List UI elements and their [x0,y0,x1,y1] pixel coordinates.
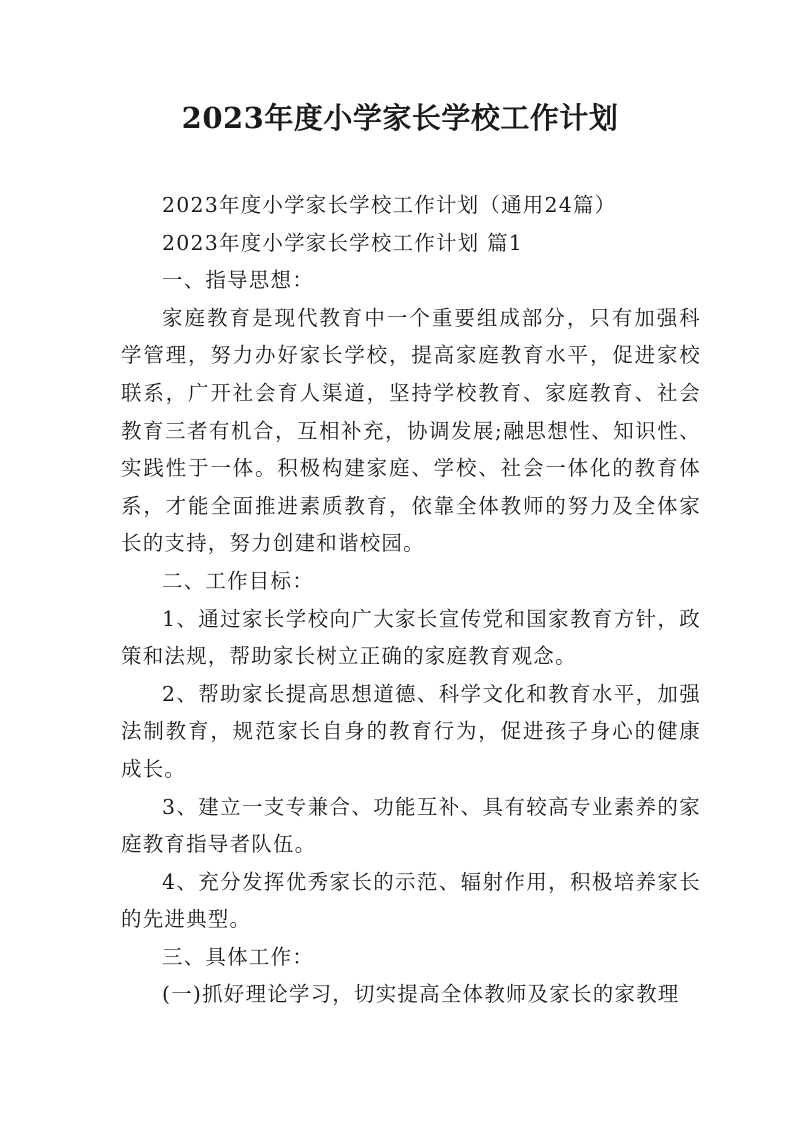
paragraph-subtitle: 2023年度小学家长学校工作计划（通用24篇） [162,193,617,217]
paragraph-section-heading: 2023年度小学家长学校工作计划 篇1 [162,230,524,255]
paragraph-heading-specific-work: 三、具体工作： [162,944,314,969]
paragraph-goal-2: 2、帮助家长提高思想道德、科学文化和教育水平，加强法制教育，规范家长自身的教育行为，促进孩子身心的健康成长。 [121,681,701,781]
paragraph-goal-1: 1、通过家长学校向广大家长宣传党和国家教育方针，政策和法规，帮助家长树立正确的家庭教育观念。 [121,606,701,669]
document-body [121,187,701,1014]
document-title: 2023年度小学家长学校工作计划 [181,101,619,135]
paragraph-work-item-1: (一)抓好理论学习，切实提高全体教师及家长的家教理 [162,982,680,1007]
paragraph-guiding-ideology: 家庭教育是现代教育中一个重要组成部分，只有加强科学管理，努力办好家长学校，提高家庭教育水平，促进家校联系，广开社会育人渠道，坚持学校教育、家庭教育、社会教育三者有机合，互相补充，协调发展;融思想性、知识性、实践性于一体。积极构建家庭、学校、社会一体化的教育体系，才能全面推进素质教育，依靠全体教师的努力及全体家长的支持，努力创建和谐校园。 [121,305,701,556]
paragraph-goal-4: 4、充分发挥优秀家长的示范、辐射作用，积极培养家长的先进典型。 [121,869,701,932]
paragraph-goal-3: 3、建立一支专兼合、功能互补、具有较高专业素养的家庭教育指导者队伍。 [121,794,701,857]
paragraph-heading-work-goals: 二、工作目标： [162,568,314,593]
paragraph-heading-guiding-ideology: 一、指导思想： [162,268,314,293]
